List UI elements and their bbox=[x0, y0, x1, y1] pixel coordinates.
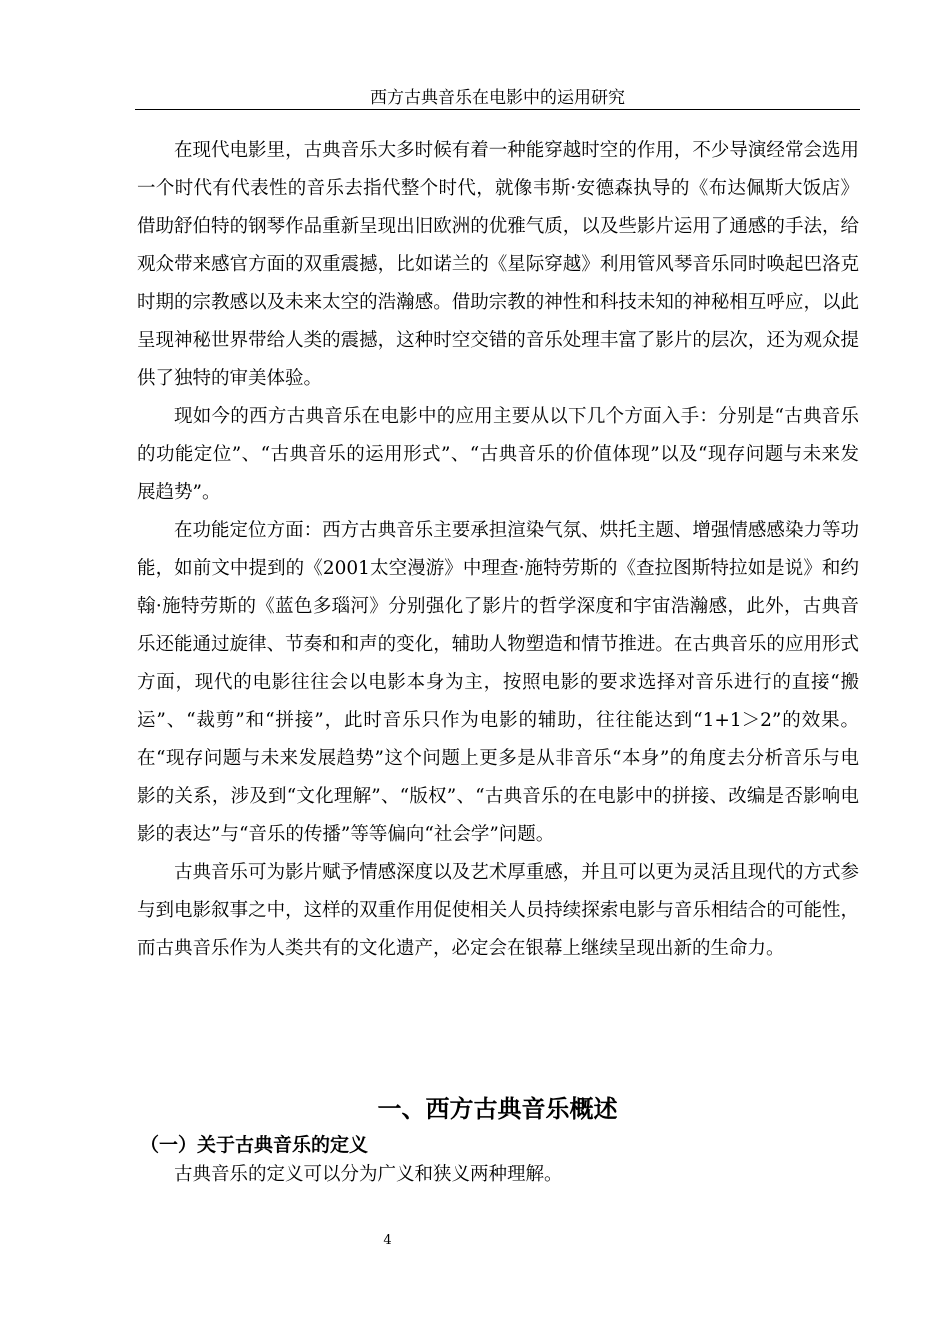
body-text bbox=[137, 132, 859, 968]
subsection-heading: （一）关于古典音乐的定义 bbox=[140, 1134, 369, 1156]
section-heading: 一、西方古典音乐概述 bbox=[377, 1095, 618, 1123]
paragraph-2: 现如今的西方古典音乐在电影中的应用主要从以下几个方面入手：分别是“古典音乐的功能定位”、“古典音乐的运用形式”、“古典音乐的价值体现”以及“现存问题与未来发展趋势”。 bbox=[137, 406, 859, 503]
page-number: 4 bbox=[383, 1233, 392, 1248]
paragraph-3: 在功能定位方面：西方古典音乐主要承担渲染气氛、烘托主题、增强情感感染力等功能，如前文中提到的《2001太空漫游》中理查·施特劳斯的《查拉图斯特拉如是说》和约翰·施特劳斯的《蓝色多瑙河》分别强化了影片的哲学深度和宇宙浩瀚感，此外，古典音乐还能通过旋律、节奏和和声的变化，辅助人物塑造和情节推进。在古典音乐的应用形式方面，现代的电影往往会以电影本身为主，按照电影的要求选择对音乐进行的直接“搬运”、“裁剪”和“拼接”，此时音乐只作为电影的辅助，往往能达到“1+1＞2”的效果。在“现存问题与未来发展趋势”这个问题上更多是从非音乐“本身”的角度去分析音乐与电影的关系，涉及到“文化理解”、“版权”、“古典音乐的在电影中的拼接、改编是否影响电影的表达”与“音乐的传播”等等偏向“社会学”问题。 bbox=[137, 520, 859, 845]
paragraph-4: 古典音乐可为影片赋予情感深度以及艺术厚重感，并且可以更为灵活且现代的方式参与到电影叙事之中，这样的双重作用促使相关人员持续探索电影与音乐相结合的可能性，而古典音乐作为人类共有的文化遗产，必定会在银幕上继续呈现出新的生命力。 bbox=[137, 862, 859, 959]
subsection-paragraph: 古典音乐的定义可以分为广义和狭义两种理解。 bbox=[174, 1164, 563, 1185]
header-rule bbox=[135, 109, 860, 110]
running-header: 西方古典音乐在电影中的运用研究 bbox=[370, 88, 625, 108]
subsection-body bbox=[137, 1156, 859, 1194]
paragraph-1: 在现代电影里，古典音乐大多时候有着一种能穿越时空的作用，不少导演经常会选用一个时代有代表性的音乐去指代整个时代，就像韦斯·安德森执导的《布达佩斯大饭店》借助舒伯特的钢琴作品重新呈现出旧欧洲的优雅气质，以及些影片运用了通感的手法，给观众带来感官方面的双重震撼，比如诺兰的《星际穿越》利用管风琴音乐同时唤起巴洛克时期的宗教感以及未来太空的浩瀚感。借助宗教的神性和科技未知的神秘相互呼应，以此呈现神秘世界带给人类的震撼，这种时空交错的音乐处理丰富了影片的层次，还为观众提供了独特的审美体验。 bbox=[137, 140, 859, 389]
